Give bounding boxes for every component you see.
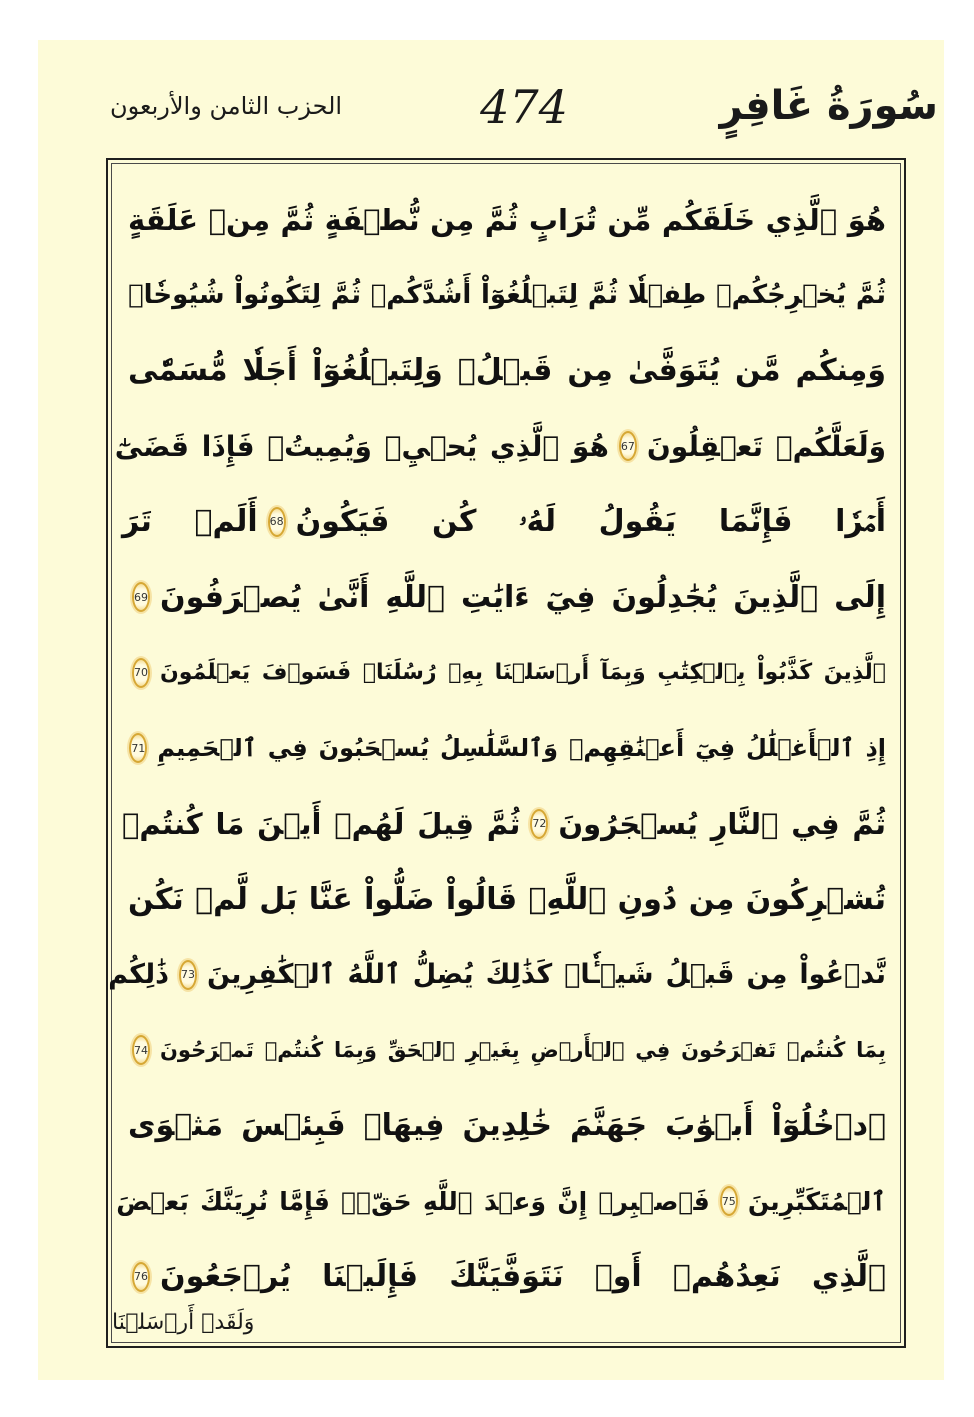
ayah-marker-icon [619, 431, 637, 461]
verse-line [121, 786, 886, 862]
ayah-marker-icon [132, 1262, 150, 1292]
verse-line [126, 1088, 886, 1164]
ayah-number: 72 [532, 817, 547, 831]
ayah-marker-icon [129, 733, 147, 763]
ayah-marker-icon [132, 1035, 150, 1065]
verse-text: أَمۡرٗا فَإِنَّمَا يَقُولُ لَهُۥ كُن فَيَكُونُ [295, 504, 886, 540]
ayah-number: 69 [134, 590, 148, 604]
verse-line [126, 711, 886, 787]
mushaf-page [38, 40, 944, 1380]
verse-line [126, 862, 886, 938]
verse-line [126, 182, 886, 258]
ayah-number: 74 [134, 1043, 148, 1057]
verse-line [126, 635, 886, 711]
verse-text: ذَٰلِكُم [108, 959, 169, 991]
verse-text: هُوَ ٱلَّذِي يُحۡيِۦ وَيُمِيتُۖ فَإِذَا قَضَىٰٓ [114, 429, 609, 463]
ayah-marker-icon [268, 507, 286, 537]
catchword: وَلَقَدۡ أَرۡسَلۡنَا [112, 1310, 255, 1335]
verse-line [126, 560, 886, 636]
verse-line [114, 409, 886, 485]
verse-text: بِمَا كُنتُمۡ تَفۡرَحُونَ فِي ٱلۡأَرۡضِ بِغَيۡرِ ٱلۡحَقِّ وَبِمَا كُنتُمۡ تَمۡرَحُونَ [160, 1038, 886, 1063]
ayah-number: 68 [269, 515, 284, 529]
verse-text: وَلَعَلَّكُمۡ تَعۡقِلُونَ [646, 429, 886, 463]
verse-text: فَٱصۡبِرۡ إِنَّ وَعۡدَ ٱللَّهِ حَقّٞۚ فَإِمَّا نُرِيَنَّكَ بَعۡضَ [116, 1186, 710, 1216]
ayah-number: 73 [180, 968, 195, 982]
verse-lines [108, 182, 886, 1315]
ayah-marker-icon [179, 960, 197, 990]
verse-text: ثُمَّ يُخۡرِجُكُمۡ طِفۡلٗا ثُمَّ لِتَبۡلُغُوٓاْ أَشُدَّكُمۡ ثُمَّ لِتَكُونُواْ شُيُوخٗاۚ [128, 280, 886, 311]
verse-text: ثُمَّ قِيلَ لَهُمۡ أَيۡنَ مَا كُنتُمۡ [121, 806, 521, 841]
page-number: 474 [480, 80, 568, 134]
verse-text: تُشۡرِكُونَ مِن دُونِ ٱللَّهِۖ قَالُواْ ضَلُّواْ عَنَّا بَل لَّمۡ نَكُن [128, 881, 886, 917]
ayah-number: 67 [620, 439, 635, 453]
verse-text: ٱلَّذِينَ كَذَّبُواْ بِٱلۡكِتَٰبِ وَبِمَآ أَرۡسَلۡنَا بِهِۦ رُسُلَنَاۖ فَسَوۡفَ يَعۡلَمُونَ [160, 660, 886, 686]
verse-text: إِذِ ٱلۡأَغۡلَٰلُ فِيٓ أَعۡنَٰقِهِمۡ وَٱلسَّلَٰسِلُ يُسۡحَبُونَ فِي ٱلۡحَمِيمِ [157, 734, 886, 763]
verse-line [122, 484, 886, 560]
verse-line [126, 1013, 886, 1089]
verse-line [126, 1239, 886, 1315]
verse-line [116, 1164, 886, 1240]
ayah-marker-icon [132, 582, 150, 612]
verse-text: أَلَمۡ تَرَ [122, 504, 258, 540]
verse-text: وَمِنكُم مَّن يُتَوَفَّىٰ مِن قَبۡلُۖ وَلِتَبۡلُغُوٓاْ أَجَلٗا مُّسَمّٗى [128, 353, 886, 389]
verse-text: هُوَ ٱلَّذِي خَلَقَكُم مِّن تُرَابٍ ثُمَّ مِن نُّطۡفَةٍ ثُمَّ مِنۡ عَلَقَةٍ [128, 202, 886, 237]
verse-text: ٱلۡمُتَكَبِّرِينَ [747, 1186, 886, 1216]
ayah-marker-icon [132, 658, 150, 688]
ayah-number: 70 [134, 666, 148, 680]
verse-text: نَّدۡعُواْ مِن قَبۡلُ شَيۡـٔٗاۚ كَذَٰلِكَ يُضِلُّ ٱللَّهُ ٱلۡكَٰفِرِينَ [206, 959, 886, 991]
ayah-number: 75 [721, 1194, 736, 1208]
ayah-number: 71 [131, 741, 146, 755]
ayah-marker-icon [530, 809, 548, 839]
surah-name: سُورَةُ غَافِرٍ [719, 83, 938, 129]
verse-line [108, 937, 886, 1013]
verse-text: ٱدۡخُلُوٓاْ أَبۡوَٰبَ جَهَنَّمَ خَٰلِدِينَ فِيهَاۖ فَبِئۡسَ مَثۡوَى [128, 1108, 886, 1144]
ayah-marker-icon [720, 1186, 738, 1216]
verse-text: ٱلَّذِي نَعِدُهُمۡ أَوۡ نَتَوَفَّيَنَّكَ فَإِلَيۡنَا يُرۡجَعُونَ [160, 1259, 886, 1295]
hizb-label: الحزب الثامن والأربعون [110, 92, 343, 120]
text-frame [106, 158, 906, 1348]
ayah-number: 76 [134, 1270, 148, 1284]
page-header [110, 78, 938, 144]
verse-line [126, 333, 886, 409]
verse-text: ثُمَّ فِي ٱلنَّارِ يُسۡجَرُونَ [558, 806, 886, 841]
verse-line [126, 258, 886, 334]
verse-text: إِلَى ٱلَّذِينَ يُجَٰدِلُونَ فِيٓ ءَايَٰتِ ٱللَّهِ أَنَّىٰ يُصۡرَفُونَ [160, 579, 886, 615]
